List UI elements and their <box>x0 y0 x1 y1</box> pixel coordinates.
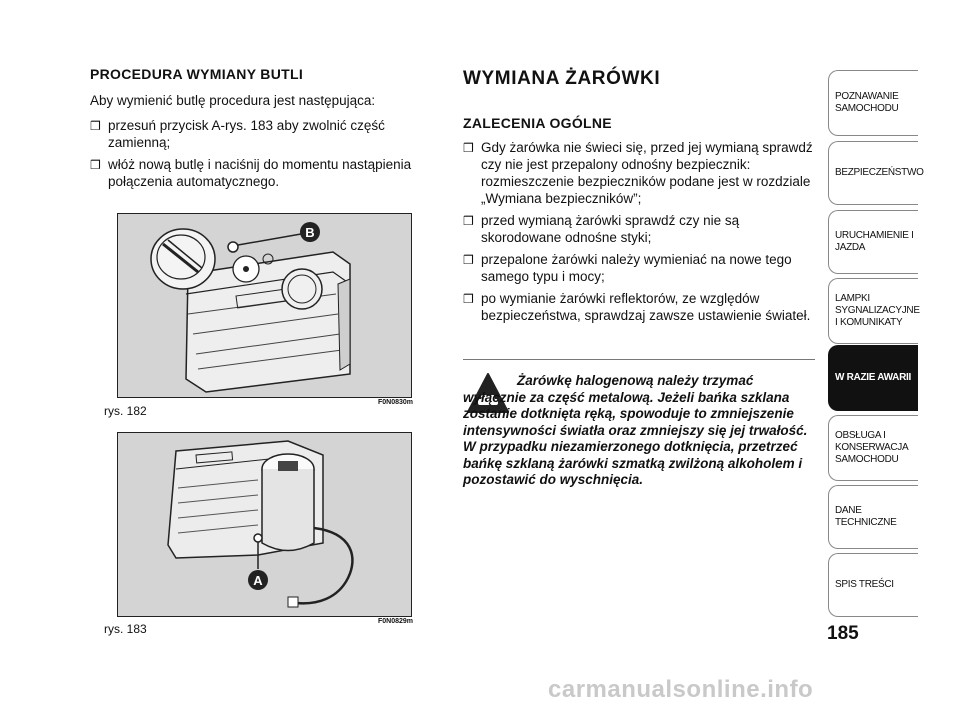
tab-bezpieczenstwo[interactable] <box>828 141 924 205</box>
list-item <box>463 251 823 285</box>
figure-caption: rys. 183 <box>104 622 147 636</box>
tab-label: SPIS TREŚCI <box>835 579 894 590</box>
right-list <box>463 139 823 329</box>
tab-dane-techniczne[interactable] <box>828 485 918 549</box>
callout-a-label: A <box>253 573 263 588</box>
compressor-side-illustration <box>118 433 411 616</box>
tab-lampki-sygnalizacyjne[interactable] <box>828 278 918 344</box>
tab-label: OBSŁUGA I KONSERWACJA SAMOCHODU <box>835 430 908 465</box>
figure-code: F0N0829m <box>378 618 414 625</box>
checkbox-bullet-icon: ❒ <box>463 292 474 306</box>
warning-divider-top <box>463 359 815 360</box>
checkbox-bullet-icon: ❒ <box>463 253 474 267</box>
watermark: carmanualsonline.info <box>548 676 814 703</box>
list-item <box>463 212 823 246</box>
tab-obsluga-i-konserwacja[interactable] <box>828 415 918 481</box>
list-item <box>90 117 426 151</box>
checkbox-bullet-icon: ❒ <box>463 214 474 228</box>
list-item <box>463 139 823 207</box>
checkbox-bullet-icon: ❒ <box>90 119 101 133</box>
tab-label: URUCHAMIENIE I JAZDA <box>835 230 914 253</box>
left-list <box>90 117 426 195</box>
tab-spis-tresci[interactable] <box>828 553 918 617</box>
tab-uruchamienie-i-jazda[interactable] <box>828 210 918 274</box>
page-number: 185 <box>827 623 859 644</box>
left-intro: Aby wymienić butlę procedura jest następująca: <box>90 93 376 108</box>
tab-label: BEZPIECZEŃSTWO <box>835 167 924 178</box>
list-item-text: przed wymianą żarówki sprawdź czy nie są skorodowane odnośne styki; <box>481 213 740 245</box>
tab-label: POZNAWANIE SAMOCHODU <box>835 91 899 114</box>
tab-label: DANE TECHNICZNE <box>835 505 897 528</box>
list-item-text: przepalone żarówki należy wymieniać na nowe tego samego typu i mocy; <box>481 252 792 284</box>
callout-b-label: B <box>305 225 315 240</box>
tab-label: LAMPKI SYGNALIZACYJNE I KOMUNIKATY <box>835 293 920 328</box>
left-heading: PROCEDURA WYMIANY BUTLI <box>90 66 304 82</box>
list-item-text: przesuń przycisk A-rys. 183 aby zwolnić część zamienną; <box>108 118 385 150</box>
list-item-text: Gdy żarówka nie świeci się, przed jej wymianą sprawdź czy nie jest przepalony odnośny bezpiecznik: rozmieszczenie bezpieczników podane jest w rozdziale „Wymiana bezpieczników”; <box>481 140 813 206</box>
page-title: WYMIANA ŻARÓWKI <box>463 68 661 89</box>
figure-caption: rys. 182 <box>104 404 147 418</box>
list-item-text: po wymianie żarówki reflektorów, ze względów bezpieczeństwa, sprawdzaj zawsze ustawienie świateł. <box>481 291 811 323</box>
list-item-text: włóż nową butlę i naciśnij do momentu nastąpienia połączenia automatycznego. <box>108 157 412 189</box>
checkbox-bullet-icon: ❒ <box>463 141 474 155</box>
section-subtitle: ZALECENIA OGÓLNE <box>463 115 612 131</box>
list-item <box>463 290 823 324</box>
compressor-illustration <box>118 214 411 397</box>
figure-183 <box>117 432 412 617</box>
tab-w-razie-awarii[interactable] <box>828 345 918 411</box>
figure-code: F0N0830m <box>378 399 414 406</box>
figure-182 <box>117 213 412 398</box>
warning-text: Żarówkę halogenową należy trzymać wyłącznie za część metalową. Jeżeli bańka szklana zostanie dotknięta ręką, spowoduje to zmniejszenie intensywności światła oraz zmniejszy się jej trwałość. W przypadku niezamierzonego dotknięcia, przetrzeć bańkę szklaną żarówki szmatką zwilżoną alkoholem i pozostawić do wyschnięcia. <box>463 373 808 487</box>
tab-poznawanie-samochodu[interactable] <box>828 70 918 136</box>
list-item <box>90 156 426 190</box>
tab-label: W RAZIE AWARII <box>835 372 911 383</box>
checkbox-bullet-icon: ❒ <box>90 158 101 172</box>
